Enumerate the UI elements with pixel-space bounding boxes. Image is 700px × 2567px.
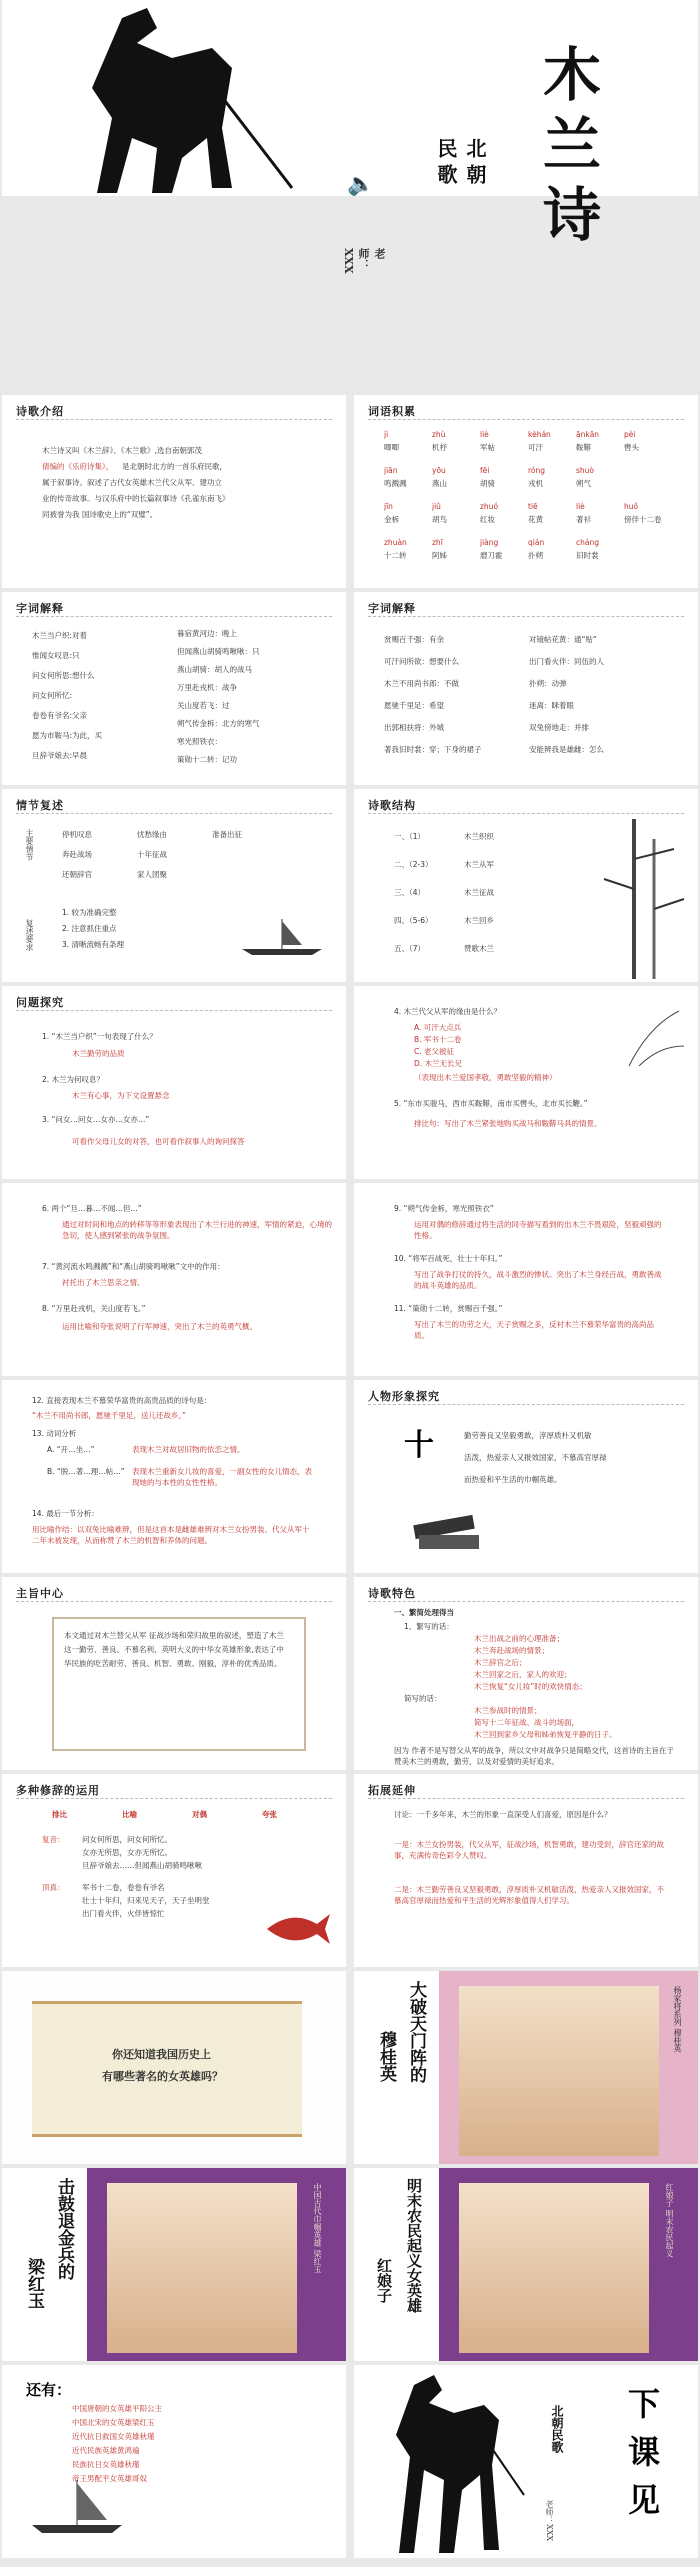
feature-item: 木兰回家之后，家人的欢迎； [474, 1670, 572, 1679]
subtitle: 北朝民歌 [434, 138, 487, 190]
vocab-word: 红妆 [480, 515, 495, 524]
option: B. 军书十二卷 [414, 1035, 462, 1044]
pinyin: fēi [480, 466, 490, 475]
plot-step: 还朝辞官 [62, 870, 92, 879]
pinyin: zhī [432, 538, 443, 547]
heading: 词语积累 [368, 405, 416, 418]
vocab-word: 旧时裳 [576, 551, 599, 560]
req: 1. 较为准确完整 [62, 908, 117, 917]
section-title: 木兰从军 [464, 860, 494, 869]
slide-end [354, 2365, 698, 2558]
slide-extension [354, 1774, 698, 1967]
vocab-word: 扑朔 [528, 551, 543, 560]
explain-item: 对镜帖花黄：通“贴” [529, 635, 597, 644]
question: 13. 动词分析 [32, 1429, 77, 1438]
plot-step: 停机叹息 [62, 830, 92, 839]
question: 8. “万里赴戎机，关山度若飞。” [42, 1304, 146, 1313]
explain-item: 出郭相扶将：外城 [384, 723, 444, 732]
question: 9. “朔气传金柝，寒光照铁衣” [394, 1204, 494, 1213]
line: 而热爱和平生活的巾帼英雄。 [464, 1475, 562, 1484]
feature-item: 1、繁写的话： [404, 1622, 454, 1631]
pinyin: shuò [576, 466, 595, 475]
painting-caption: 中国古代巾帼英雄 梁红玉 [313, 2183, 322, 2274]
slide-heroines-question [2, 1971, 346, 2164]
heroine-name: 穆桂英 [376, 2031, 396, 2082]
section-title: 木兰回乡 [464, 916, 494, 925]
slide-word-explain-2 [354, 592, 698, 785]
heroine-name: 梁红玉 [24, 2258, 44, 2309]
feature-item: 木兰出战之前的心理准备； [474, 1634, 564, 1643]
answer: 运用比喻和夸张说明了行军神速，突出了木兰的英勇气概。 [62, 1322, 257, 1331]
vocab-word: 唧唧 [384, 443, 399, 452]
question: 11. “策勋十二转，赏赐百千强。” [394, 1304, 503, 1313]
vocab-word: 胡鸟 [432, 515, 447, 524]
heading: 还有： [26, 2381, 72, 2399]
line: 勤劳善良又坚毅勇敢，淳厚质朴又机敏 [464, 1431, 592, 1440]
heading: 多种修辞的运用 [16, 1784, 100, 1797]
heading: 诗歌介绍 [16, 405, 64, 418]
answer: 一是：木兰女扮男装，代父从军，征战沙场，机智勇敢，建功受封，辞官还家的故事，充满传奇色彩令人赞叹。 [394, 1840, 664, 1860]
section-number: 三、（4） [394, 888, 426, 897]
vocab-word: 十二转 [384, 551, 407, 560]
pinyin: tiē [528, 502, 538, 511]
side-label: 主要情节 [25, 829, 34, 861]
plot-step: 家人团聚 [137, 870, 167, 879]
teacher-label: 老师：XXX [342, 248, 386, 274]
question: 7. “黄河流水鸣溅溅”和“燕山胡骑鸣啾啾”文中的作用： [42, 1262, 225, 1271]
subtitle: 北朝民歌 [550, 2405, 564, 2453]
question: 10. “将军百战死，壮士十年归。” [394, 1254, 503, 1263]
pinyin: cháng [576, 538, 599, 547]
section-title: 木兰征战 [464, 888, 494, 897]
slide-question-2 [354, 986, 698, 1179]
pinyin: jīn [384, 502, 393, 511]
painting-caption: 杨家将系列 穆桂英 [673, 1986, 682, 2053]
feature-item: 木兰恢复“女儿妆”时的欢快情态； [474, 1682, 587, 1691]
heroine-item: 近代抗日救国女英雄秋瑾 [72, 2432, 155, 2441]
col: 比喻 [122, 1810, 137, 1819]
side-label: 复述要求 [25, 919, 34, 951]
rhetoric-example: 顶真： [42, 1883, 65, 1892]
horse-rider-silhouette [62, 8, 302, 193]
slide-structure [354, 789, 698, 982]
explain-item: 燕山胡骑：胡人的战马 [177, 665, 252, 674]
line: 木兰诗又叫《木兰辞》、《木兰歌》,选自南朝郭茂 [42, 446, 202, 455]
explain-item: 愿为市鞍马:为此，买 [32, 731, 103, 740]
heroine-item: 近代民族英雄黄鸿遍 [72, 2446, 140, 2455]
vocab-word: 鸣溅溅 [384, 479, 407, 488]
vocab-word: 傍伴十二卷 [624, 515, 662, 524]
pinyin: ānkān [576, 430, 600, 439]
vocab-word: 可汗 [528, 443, 543, 452]
line: 你还知道我国历史上 [112, 2048, 211, 2061]
vocab-word: 戎机 [528, 479, 543, 488]
body: 本文通过对木兰替父从军 征战沙场和荣归故里的叙述，塑造了木兰这一勤劳、善良、不慕名利、英明大义的中华女英雄形象,表达了中华民族的吃苦耐劳、善良、机智、勇敢、刚毅，淳朴的优秀品质。 [64, 1631, 284, 1668]
feature-item: 木兰参战时的情景； [474, 1706, 542, 1715]
pinyin: liè [480, 430, 489, 439]
slide-theme [2, 1577, 346, 1770]
explain-item: 卷卷有爷名:父亲 [32, 711, 88, 720]
vocab-word: 金柝 [384, 515, 399, 524]
answer: （表现出木兰爱国孝敬，勇敢坚毅的精神） [414, 1073, 557, 1082]
pinyin: zhù [432, 430, 446, 439]
section-number: 二、（2-3） [394, 860, 433, 869]
vocab-word: 鞍鞯 [576, 443, 591, 452]
heading: 诗歌结构 [368, 799, 416, 812]
plot-step: 十年征战 [137, 850, 167, 859]
heading: 字词解释 [368, 602, 416, 615]
pinyin: zhuó [480, 502, 499, 511]
answer: 可看作父母儿女的对答，也可看作叙事人的询问探答 [72, 1137, 245, 1146]
slide-plot-retell [2, 789, 346, 982]
plot-step: 忧愁缘由 [137, 830, 167, 839]
question: 讨论：一千多年来，木兰的形象一直深受人们喜爱，原因是什么？ [394, 1810, 612, 1819]
slide-more-heroines [2, 2365, 346, 2558]
heading: 拓展延伸 [368, 1784, 416, 1797]
heroine-item: 中国唐朝的女英雄平阳公主 [72, 2404, 162, 2413]
teacher-label: 老师：XXX [545, 2500, 554, 2542]
item: A. “开…坐…” [47, 1445, 95, 1454]
vocab-word: 机杼 [432, 443, 447, 452]
line: 有哪些著名的女英雄吗？ [102, 2070, 223, 2083]
rhetoric-example: 军书十二卷，卷卷有爷名 [82, 1883, 165, 1892]
slide-question-5 [2, 1380, 346, 1573]
question: 1. “木兰当户织”一句表现了什么？ [42, 1032, 157, 1041]
answer: 通过对时间和地点的转移等等形象表现出了木兰行进的神速，军情的紧迫，心境的急切，使人感到紧张的战争氛围。 [62, 1220, 332, 1240]
books-illustration [404, 1500, 494, 1560]
explain-item: 著我旧时裳：穿；下身的裙子 [384, 745, 482, 754]
explain-item: 问女何所忆: [32, 691, 73, 700]
answer: 木兰勤劳的品质 [72, 1049, 125, 1058]
answer: 排比句：写出了木兰紧张地购买战马和鞍鞯马具的情景。 [414, 1119, 602, 1128]
explain-item: 策勋十二转：记功 [177, 755, 237, 764]
heading: 人物形象探究 [368, 1390, 440, 1403]
plot-step: 奔赴战场 [62, 850, 92, 859]
line: 业的传奇故事。与汉乐府中的长篇叙事诗《孔雀东南飞》 [42, 494, 230, 503]
answer: 衬托出了木兰思亲之情。 [62, 1278, 145, 1287]
explain-item: 扑朔：动弹 [529, 679, 567, 688]
heroine-item: 中国北宋的女英雄梁红玉 [72, 2418, 155, 2427]
feature-item: 木兰回到家乡父母和姊弟恢复平静的日子。 [474, 1730, 617, 1739]
pinyin: yōu [432, 466, 446, 475]
explain-item: 但闻燕山胡骑鸣啾啾：只 [177, 647, 260, 656]
boat-ink-illustration [232, 909, 332, 959]
question: 5. “东市买骏马，西市买鞍鞯，南市买辔头，北市买长鞭。” [394, 1099, 588, 1108]
rhetoric-example: 问女何所思，问女何所忆。 [82, 1835, 172, 1844]
scroll-frame [32, 2001, 302, 2137]
question: 14. 最后一节分析： [32, 1509, 99, 1518]
line: 倩编的《乐府诗集》， [42, 462, 114, 471]
rhetoric-example: 旦辞爷娘去……但闻燕山胡骑鸣啾啾 [82, 1861, 202, 1870]
explain-item: 赏赐百千强：有余 [384, 635, 444, 644]
explain-item: 寒光照铁衣： [177, 737, 222, 746]
pinyin: zhuàn [384, 538, 407, 547]
line: 活泼，热爱亲人又报效国家，不慕高官厚禄 [464, 1453, 607, 1462]
pinyin: kèhán [528, 430, 551, 439]
slide-question-3 [2, 1183, 346, 1376]
col: 夸张 [262, 1810, 277, 1819]
feature-item: 简写十二年征战、战斗的场面， [474, 1718, 579, 1727]
explain-item: 惟闻女叹息:只 [32, 651, 80, 660]
slide-poem-intro [2, 395, 346, 588]
answer: 运用对偶的修辞通过将生活的同寺描写看到的出木兰不畏艰险，坚毅顽强的性格。 [414, 1220, 662, 1240]
question: 2. 木兰为何叹息？ [42, 1075, 105, 1084]
explain-item: 木兰当户织:对着 [32, 631, 88, 640]
rhetoric-example: 女亦无所思，女亦无所忆。 [82, 1848, 172, 1857]
req: 2. 注意抓住重点 [62, 924, 117, 933]
item: B. “脱…著…理…帖…” [47, 1467, 125, 1476]
question: 4. 木兰代父从军的缘由是什么？ [394, 1007, 502, 1016]
rhetoric-example: 复音： [42, 1835, 65, 1844]
feature-item: 简写的话： [404, 1694, 442, 1703]
slide-hong-niangzi [354, 2168, 698, 2361]
explain-item: 问女何所思:想什么 [32, 671, 95, 680]
slide-poem-features [354, 1577, 698, 1770]
explain-item: 双兔傍地走：并排 [529, 723, 589, 732]
pinyin: liè [576, 502, 585, 511]
plot-step: 准备出征 [212, 830, 242, 839]
explain-item: 迷离：眯着眼 [529, 701, 574, 710]
line: 是北朝时北方的一首乐府民歌， [122, 462, 227, 471]
vocab-word: 阿姊 [432, 551, 447, 560]
slide-question-4 [354, 1183, 698, 1376]
heading: 情节复述 [16, 799, 64, 812]
pinyin: jiǔ [432, 502, 441, 511]
heroine-name: 红娘子 [375, 2258, 393, 2303]
subheading: 一、繁简处理得当 [394, 1608, 454, 1617]
pinyin: jì [384, 430, 389, 439]
heroine-desc: 明末农民起义女英雄 [405, 2178, 423, 2313]
pinyin: pèi [624, 430, 636, 439]
question: 3. “问女…问女…女亦…女亦…” [42, 1115, 150, 1124]
explain-item: 旦辞爷娘去:早晨 [32, 751, 88, 760]
col: 对偶 [192, 1810, 207, 1819]
rhetoric-example: 出门看火伴，火伴皆惊忙 [82, 1909, 165, 1918]
explain-item: 朔气传金柝：北方的寒气 [177, 719, 260, 728]
title-slide [2, 0, 698, 274]
heroine-item: 民族抗日女英雄秋瑾 [72, 2460, 140, 2469]
end-title: 下 课 见 [627, 2385, 660, 2519]
heroine-painting [107, 2183, 297, 2353]
slide-rhetoric [2, 1774, 346, 1967]
explain-item: 出门看火伴：同伍的人 [529, 657, 604, 666]
answer: 二是：木兰勤劳善良又坚毅勇敢，淳厚质朴又机敏活泼，热爱亲人又报效国家，不慕高官厚禄而热爱和平生活的光辉形象值得人们学习。 [394, 1885, 664, 1905]
slide-mu-guiying [354, 1971, 698, 2164]
answer: “木兰不用尚书郎，愿驰千里足，送儿还故乡。” [32, 1411, 187, 1420]
feature-item: 木兰辞官之后； [474, 1658, 527, 1667]
koi-fish-illustration [262, 1904, 332, 1954]
req: 3. 清晰流畅有条理 [62, 940, 125, 949]
vocab-word: 磨刀霍 [480, 551, 503, 560]
section-number: 四、（5-6） [394, 916, 433, 925]
line: 属于叙事诗。叙述了古代女英雄木兰代父从军、建功立 [42, 478, 222, 487]
heroine-desc: 击鼓退金兵的 [54, 2178, 74, 2280]
vocab-word: 燕山 [432, 479, 447, 488]
vocab-word: 花黄 [528, 515, 543, 524]
pinyin: huǒ [624, 502, 639, 511]
bamboo-illustration [604, 819, 684, 979]
rhetoric-example: 壮士十年归，归来见天子，天子坐明堂 [82, 1896, 210, 1905]
line: 同被誉为我 国诗歌史上的“双璧”。 [42, 510, 158, 519]
speaker-icon[interactable]: 🔈 [347, 172, 375, 197]
heading: 字词解释 [16, 602, 64, 615]
slide-character [354, 1380, 698, 1573]
slide-liang-hongyu [2, 2168, 346, 2361]
section-number: 五、（7） [394, 944, 426, 953]
heroine-painting [459, 1986, 659, 2156]
section-title: 木兰织织 [464, 832, 494, 841]
explain-item: 暮宿黄河边：晚上 [177, 629, 237, 638]
option: D. 木兰无长兄 [414, 1059, 463, 1068]
answer: 木兰有心事，为下文设置悬念 [72, 1091, 170, 1100]
heading: 诗歌特色 [368, 1587, 416, 1600]
slide-vocab [354, 395, 698, 588]
reason: 因为 作者不是写替父从军的战争，所以文中对战争只是简略交代，这首诗的主旨在于赞美木兰的勇敢，勤劳，以及对爱情的美好追求。 [394, 1746, 674, 1766]
vocab-word: 朔气 [576, 479, 591, 488]
option: A. 可汗大点兵 [414, 1023, 462, 1032]
answer: 写出了战争打仗的持久，战斗激烈的惨状。突出了木兰身经百战，勇敢善战的战斗英雄的品质。 [414, 1270, 662, 1290]
vocab-word: 军帖 [480, 443, 495, 452]
pinyin: jiàng [480, 538, 499, 547]
explain-item: 安能辨我是雄雌：怎么 [529, 745, 604, 754]
section-title: 赞歌木兰 [464, 944, 494, 953]
pinyin: róng [528, 466, 546, 475]
painting-caption: 红娘子 明末农民起义 [665, 2183, 674, 2258]
vocab-word: 著衫 [576, 515, 591, 524]
vocab-word: 胡骑 [480, 479, 495, 488]
answer: 写出了木兰的功劳之大，天子赏赐之多，反衬木兰不慕荣华富贵的高尚品质。 [414, 1320, 654, 1340]
orchid-illustration [619, 1006, 689, 1076]
heading: 主旨中心 [16, 1587, 64, 1600]
answer: 表现木兰对故居旧物的依恋之情。 [132, 1445, 245, 1454]
slide-question-1 [2, 986, 346, 1179]
pinyin: jiān [384, 466, 398, 475]
heading: 问题探究 [16, 996, 64, 1009]
answer: 表现木兰重新女儿妆的喜爱，一副女性的女儿情态，表现她的与本性的女性性格。 [132, 1467, 312, 1487]
explain-item: 愿驰千里足：希望 [384, 701, 444, 710]
vocab-word: 辔头 [624, 443, 639, 452]
answer: 用比喻作结：以双兔比喻难辨，但是这首本是雌雄难辨对木兰女扮男装、代父从军十二年未被发现，从而称赞了木兰的机智和养体的问题。 [32, 1525, 310, 1545]
question: 12. 直接表现木兰不慕荣华富贵的高贵品质的诗句是： [32, 1396, 212, 1405]
question: 6. 两个“旦…暮…不闻…但…” [42, 1204, 142, 1213]
horse-rider-silhouette [374, 2375, 524, 2555]
main-title: 木 兰 诗 [542, 41, 601, 249]
col: 排比 [52, 1810, 67, 1819]
section-number: 一、（1） [394, 832, 426, 841]
decorative-mark: 十 [404, 1428, 434, 1463]
feature-item: 木兰奔赴战场的情景； [474, 1646, 549, 1655]
slide-word-explain-1 [2, 592, 346, 785]
explain-item: 木兰不用尚书郎：不做 [384, 679, 459, 688]
heroine-item: 帝王男配平女英雄哥奴 [72, 2474, 147, 2483]
explain-item: 万里赴戎机：战争 [177, 683, 237, 692]
heroine-painting [459, 2183, 649, 2353]
explain-item: 关山度若飞：过 [177, 701, 230, 710]
heroine-desc: 大破天门阵的 [406, 1981, 426, 2083]
option: C. 老父被征 [414, 1047, 455, 1056]
explain-item: 可汗问所欲：想要什么 [384, 657, 459, 666]
pinyin: qián [528, 538, 545, 547]
boat-ink-illustration [22, 2465, 142, 2545]
